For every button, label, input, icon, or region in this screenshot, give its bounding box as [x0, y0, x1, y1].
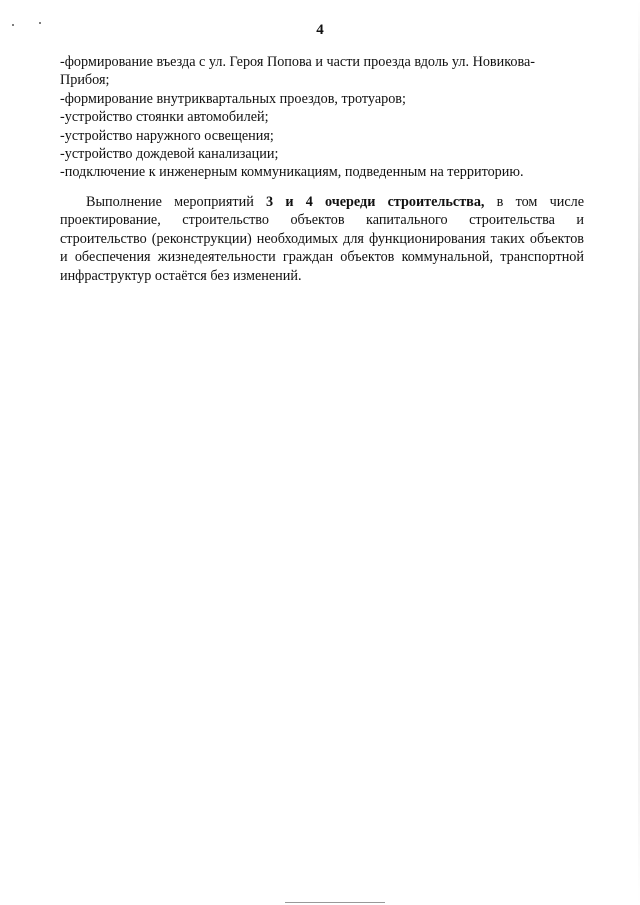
scan-bottom-mark — [285, 902, 385, 903]
works-list — [60, 53, 584, 182]
list-item: -устройство дождевой канализации; — [60, 146, 279, 163]
construction-stages-paragraph — [60, 193, 584, 285]
scan-speck — [12, 24, 14, 26]
paragraph-bold-stages: 3 и 4 очереди строительства, — [266, 194, 485, 210]
list-item: -устройство наружного освещения; — [60, 127, 274, 144]
paragraph-lead: Выполнение мероприятий — [86, 194, 267, 210]
list-item: -формирование внутриквартальных проездов, тротуаров; — [60, 90, 406, 107]
paragraph-rest: в том числе проектирование, строительство объектов капитального строительства и строительство (реконструкции) необходимых для функционирования таких объектов и обеспечения жизнедеятельности граждан объектов коммунальной, транспортной инфраструктур остаётся без изменений. — [60, 194, 584, 284]
list-item: -устройство стоянки автомобилей; — [60, 109, 269, 126]
list-item: -подключение к инженерным коммуникациям, подведенным на территорию. — [60, 164, 524, 181]
scan-speck — [39, 22, 41, 24]
page-number: 4 — [316, 22, 324, 38]
list-item: -формирование въезда с ул. Героя Попова и части проезда вдоль ул. Новикова-Прибоя; — [60, 54, 536, 89]
